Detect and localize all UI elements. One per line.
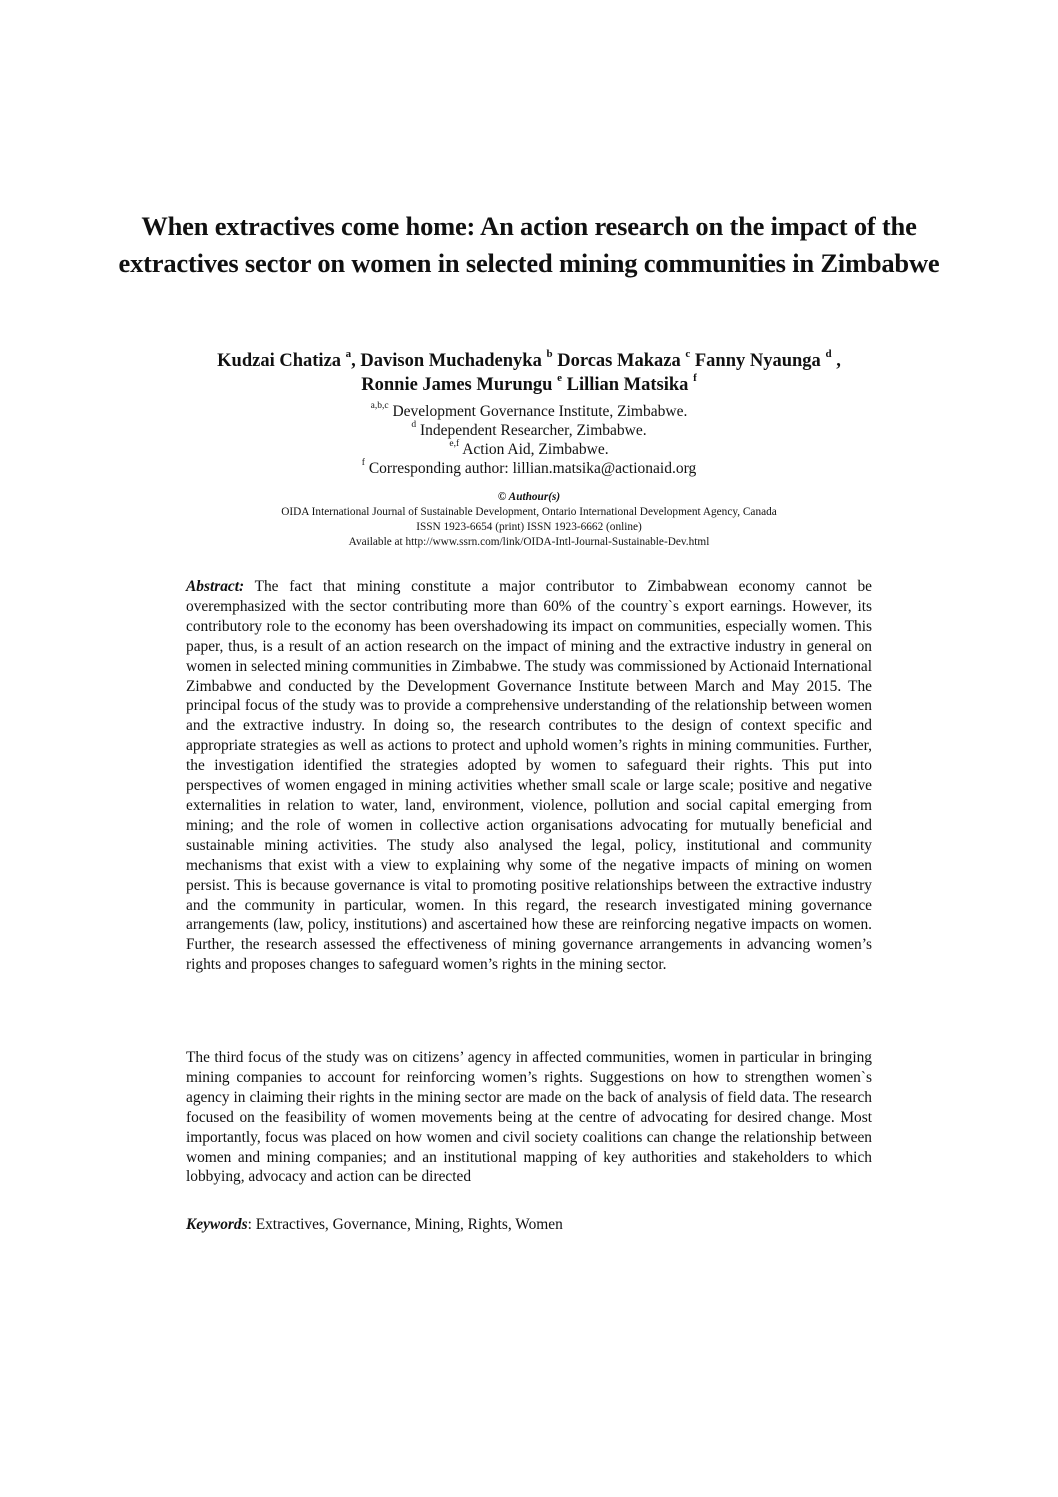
affiliation (100, 440, 958, 460)
keywords-label: Keywords (186, 1216, 248, 1233)
publication-info (100, 490, 958, 550)
paper-title: When extractives come home: An action research on the impact of the extractives sector on women in selected mining communities in Zimbabwe (118, 211, 940, 278)
abstract (186, 577, 872, 975)
affiliation-marker: e,f (449, 438, 460, 449)
corresponding-author (100, 459, 958, 479)
corresponding-author-text: Corresponding author: lillian.matsika@actionaid.org (364, 460, 697, 477)
author-list (100, 349, 958, 397)
author-name: Dorcas Makaza (557, 351, 681, 371)
author-marker: d (825, 347, 832, 360)
author-separator: , (351, 351, 361, 371)
author-separator: , (831, 351, 841, 371)
author-name: Kudzai Chatiza (217, 351, 342, 371)
affiliation-text: Development Governance Institute, Zimbabwe. (388, 403, 688, 420)
affiliation-marker: a,b,c (370, 400, 389, 411)
author-marker: e (557, 371, 562, 384)
affiliation-text: Action Aid, Zimbabwe. (459, 441, 609, 458)
affiliation (100, 421, 958, 441)
copyright-notice: © Authour(s) (497, 491, 561, 503)
affiliation-marker: f (361, 457, 365, 468)
author-name: Fanny Nyaunga (694, 351, 821, 371)
author-name: Ronnie James Murungu (361, 375, 553, 395)
affiliation-text: Independent Researcher, Zimbabwe. (416, 422, 647, 439)
issn-line: ISSN 1923-6654 (print) ISSN 1923-6662 (online) (416, 521, 642, 533)
author-marker: a (345, 347, 352, 360)
affiliation-marker: d (411, 419, 417, 430)
journal-name: OIDA International Journal of Sustainable Development, Ontario International Development Agency, Canada (281, 506, 777, 518)
abstract-text: The fact that mining constitute a major contributor to Zimbabwean economy cannot be overemphasized with the sector contributing more than 60% of the country`s export earnings. However, its contributory role to the economy has been overshadowing its impact on communities, especially women. This paper, thus, is a result of an action research on the impact of mining and the extractive industry in general on women in selected mining communities in Zimbabwe. The study was commissioned by Actionaid International Zimbabwe and conducted by the Development Governance Institute between March and May 2015. The principal focus of the study was to provide a comprehensive understanding of the relationship between women and the extractive industry. In doing so, the research contributes to the design of context specific and appropriate strategies as well as actions to protect and uphold women’s rights in mining communities. Further, the investigation identified the strategies adopted by women to safeguard their rights. This put into perspectives of women engaged in mining activities whether small scale or large scale; positive and negative externalities in relation to water, land, environment, violence, pollution and social capital emerging from mining; and the role of women in collective action organisations advocating for mutually beneficial and sustainable mining activities. The study also analysed the legal, policy, institutional and community mechanisms that exist with a view to explaining why some of the negative impacts of mining on women persist. This is because governance is vital to promoting positive relationships between the extractive industry and the community in particular, women. In this regard, the research investigated mining governance arrangements (law, policy, institutions) and ascertained how these are reinforcing negative impacts on women. Further, the research assessed the effectiveness of mining governance arrangements in advancing women’s rights and proposes changes to safeguard women’s rights in the mining sector. (186, 578, 872, 974)
author-marker: c (685, 347, 691, 360)
abstract-label: Abstract: (186, 578, 245, 595)
author-name: Davison Muchadenyka (360, 351, 542, 371)
author-marker: f (693, 371, 697, 384)
affiliation (100, 402, 958, 422)
body-paragraph: The third focus of the study was on citizens’ agency in affected communities, women in particular in bringing mining companies to account for reinforcing women’s rights. Suggestions on how to strengthen women`s agency in claiming their rights in the mining sector are made on the back of analysis of field data. The research focused on the feasibility of women movements being at the centre of advocating for desired change. Most importantly, focus was placed on how women and civil society coalitions can change the relationship between women and mining companies; and an institutional mapping of key authorities and stakeholders to which lobbying, advocacy and action can be directed (186, 1049, 872, 1186)
author-marker: b (546, 347, 553, 360)
availability-line: Available at http://www.ssrn.com/link/OIDA-Intl-Journal-Sustainable-Dev.html (348, 536, 710, 548)
keywords (186, 1215, 872, 1235)
keywords-text: : Extractives, Governance, Mining, Rights, Women (247, 1216, 563, 1233)
author-name: Lillian Matsika (566, 375, 689, 395)
